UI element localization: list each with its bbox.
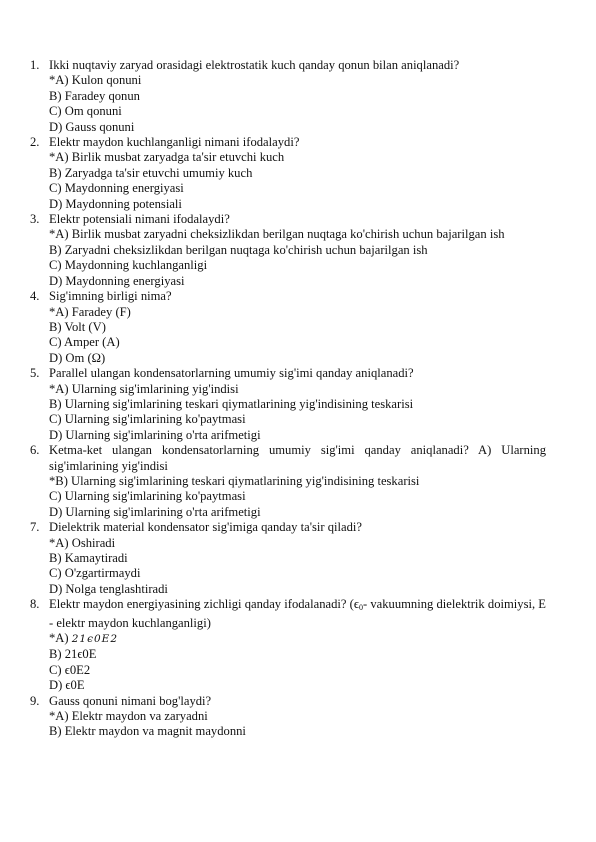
question-text: Dielektrik material kondensator sig'imiga qanday ta'sir qiladi? xyxy=(49,520,362,535)
question-text: Ikki nuqtaviy zaryad orasidagi elektrostatik kuch qanday qonun bilan aniqlanadi? xyxy=(49,58,460,72)
question-text xyxy=(49,597,546,631)
question-2 xyxy=(30,135,546,212)
answer-option: D) Nolga tenglashtiradi xyxy=(49,581,168,596)
question-number: 8. xyxy=(30,597,40,612)
answer-option: B) Volt (V) xyxy=(49,319,106,334)
question-text: Elektr potensiali nimani ifodalaydi? xyxy=(49,212,230,227)
answer-option: C) Om qonuni xyxy=(49,104,122,119)
question-text: Ketma-ket ulangan kondensatorlarning umumiy sig'imi qanday aniqlanadi? A) Ularning sig'imlarining yig'indisi xyxy=(49,443,546,473)
answer-option: *A) Birlik musbat zaryadga ta'sir etuvchi kuch xyxy=(49,150,285,165)
question-7 xyxy=(30,520,546,597)
question-text: Parallel ulangan kondensatorlarning umumiy sig'imi qanday aniqlanadi? xyxy=(49,366,414,381)
answer-option: C) O'zgartirmaydi xyxy=(49,566,141,581)
question-text-part: - vakuumning dielektrik doimiysi, E - elektr maydon kuchlanganligi) xyxy=(49,597,546,630)
answer-option: C) Maydonning energiyasi xyxy=(49,181,184,196)
answer-option: B) Kamaytiradi xyxy=(49,551,128,565)
question-number: 2. xyxy=(30,135,40,150)
answer-option: D) Gauss qonuni xyxy=(49,119,135,134)
question-number: 4. xyxy=(30,289,40,304)
question-text: Sig'imning birligi nima? xyxy=(49,289,172,304)
question-number: 5. xyxy=(30,366,40,381)
answer-option: C) Amper (A) xyxy=(49,335,120,350)
answer-option: B) Faradey qonun xyxy=(49,88,140,103)
question-list xyxy=(30,58,546,740)
question-text-part: Elektr maydon energiyasining zichligi qanday ifodalanadi? (ϵ xyxy=(49,597,359,612)
question-number: 6. xyxy=(30,443,40,458)
question-text: Gauss qonuni nimani bog'laydi? xyxy=(49,693,212,708)
question-5 xyxy=(30,366,546,443)
answer-option: *B) Ularning sig'imlarining teskari qiymatlarining yig'indisining teskarisi xyxy=(49,473,420,488)
answer-option: *A) Faradey (F) xyxy=(49,304,131,319)
question-number: 1. xyxy=(30,58,40,72)
answer-option: D) Maydonning potensiali xyxy=(49,196,182,211)
answer-option: D) Maydonning energiyasi xyxy=(49,273,185,288)
question-1 xyxy=(30,58,546,135)
answer-option: *A) Birlik musbat zaryadni cheksizlikdan berilgan nuqtaga ko'chirish uchun bajarilgan ish xyxy=(49,227,505,242)
question-number: 7. xyxy=(30,520,40,535)
answer-option: B) Ularning sig'imlarining teskari qiymatlarining yig'indisining teskarisi xyxy=(49,396,414,411)
answer-option: B) Elektr maydon va magnit maydonni xyxy=(49,724,246,739)
answer-option: B) Zaryadga ta'sir etuvchi umumiy kuch xyxy=(49,165,253,180)
question-number: 3. xyxy=(30,212,40,227)
question-text: Elektr maydon kuchlanganligi nimani ifodalaydi? xyxy=(49,135,300,150)
answer-option: *A) Oshiradi xyxy=(49,535,116,550)
question-3 xyxy=(30,212,546,289)
answer-option: D) Ularning sig'imlarining o'rta arifmetigi xyxy=(49,504,261,519)
answer-option: B) Zaryadni cheksizlikdan berilgan nuqtaga ko'chirish uchun bajarilgan ish xyxy=(49,242,428,257)
option-prefix: *A) xyxy=(49,631,72,646)
epsilon-subscript: 0 xyxy=(358,603,363,613)
answer-option: C) Ularning sig'imlarining ko'paytmasi xyxy=(49,412,246,427)
answer-option: *A) Ularning sig'imlarining yig'indisi xyxy=(49,381,239,396)
question-8 xyxy=(30,597,546,693)
answer-option: D) Om (Ω) xyxy=(49,350,106,365)
answer-option xyxy=(49,631,546,647)
formula: 21ϵ0E2 xyxy=(71,633,119,646)
answer-option: *A) Elektr maydon va zaryadni xyxy=(49,709,208,724)
question-9 xyxy=(30,694,546,740)
question-number: 9. xyxy=(30,693,40,708)
answer-option: *A) Kulon qonuni xyxy=(49,73,142,88)
answer-option: D) ϵ0E xyxy=(49,678,85,693)
answer-option: B) 21ϵ0E xyxy=(49,647,97,662)
answer-option: C) ϵ0E2 xyxy=(49,662,91,677)
answer-option: C) Maydonning kuchlanganligi xyxy=(49,258,208,273)
question-4 xyxy=(30,289,546,366)
answer-option: D) Ularning sig'imlarining o'rta arifmetigi xyxy=(49,427,261,442)
answer-option: C) Ularning sig'imlarining ko'paytmasi xyxy=(49,489,246,504)
question-6 xyxy=(30,443,546,520)
